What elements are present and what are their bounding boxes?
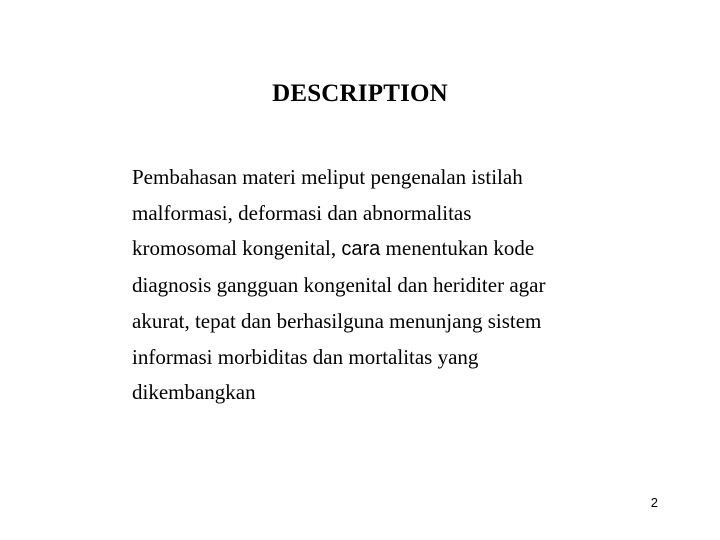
paragraph-fragment-sans: cara — [341, 238, 381, 261]
description-paragraph — [132, 160, 632, 411]
paragraph-fragment: kromosomal kongenital, — [132, 236, 342, 261]
paragraph-line: malformasi, deformasi dan abnormalitas — [132, 200, 472, 225]
paragraph-line: dikembangkan — [132, 380, 256, 405]
paragraph-line: informasi morbiditas dan mortalitas yang — [132, 344, 479, 369]
slide-title: DESCRIPTION — [272, 80, 448, 107]
page-number: 2 — [650, 495, 658, 510]
paragraph-line — [132, 236, 534, 260]
paragraph-line: akurat, tepat dan berhasilguna menunjang sistem — [132, 308, 542, 333]
paragraph-line: diagnosis gangguan kongenital dan heriditer agar — [132, 273, 546, 298]
paragraph-line: Pembahasan materi meliput pengenalan istilah — [132, 165, 523, 189]
paragraph-fragment: menentukan kode — [380, 236, 535, 261]
